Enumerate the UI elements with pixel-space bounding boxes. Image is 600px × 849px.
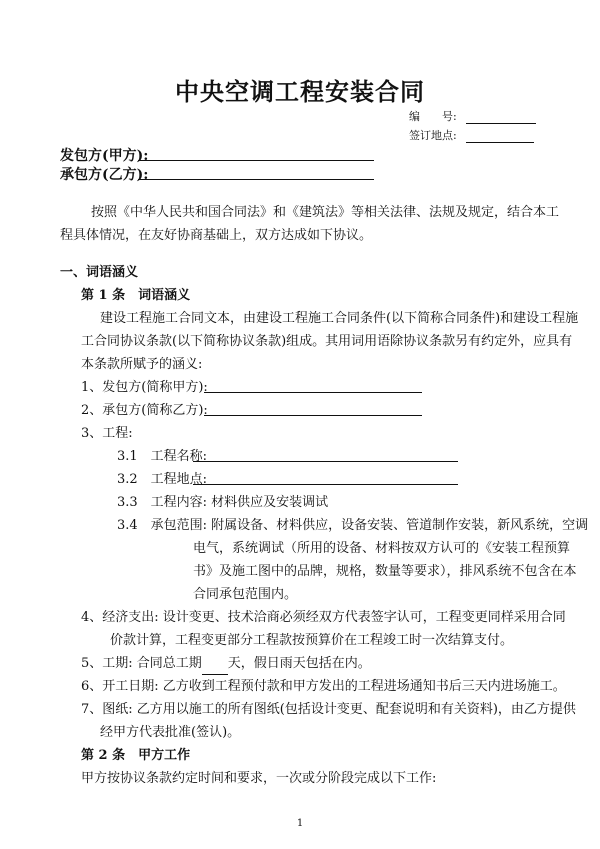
item-1-label: 1、发包方(简称甲方): xyxy=(81,380,208,395)
item-1-blank xyxy=(204,392,422,393)
item-5-suffix: 天，假日雨天包括在内。 xyxy=(227,656,371,671)
item-7-line-2: 经甲方代表批准(签认)。 xyxy=(100,725,241,740)
item-5-prefix: 5、工期: 合同总工期 xyxy=(81,656,202,671)
contract-number-blank xyxy=(466,111,536,124)
sub-3-4-line-1: 3.4 承包范围: 附属设备、材料供应，设备安装、管道制作安装，新风系统，空调 xyxy=(117,518,589,533)
item-7-line-1: 7、图纸: 乙方用以施工的所有图纸(包括设计变更、配套说明和有关资料)，由乙方提供 xyxy=(81,702,576,717)
intro-line-2: 程具体情况，在友好协商基础上，双方达成如下协议。 xyxy=(60,228,373,243)
item-4-line-1: 4、经济支出: 设计变更、技术洽商必须经双方代表签字认可，工程变更同样采用合同 xyxy=(81,610,566,625)
article-1-para-line-2: 工合同协议条款(以下简称协议条款)组成。其用词用语除协议条款另有约定外，应具有 xyxy=(81,334,573,349)
number-label-text: 编 号: xyxy=(409,110,457,123)
sign-place-label-text: 签订地点: xyxy=(409,129,457,142)
sub-3-4-line-3: 书》及施工图中的品牌，规格，数量等要求），排风系统不包含在本 xyxy=(193,564,577,579)
item-3-label: 3、工程: xyxy=(81,426,133,441)
item-2-blank xyxy=(204,415,422,416)
sign-place-label xyxy=(409,127,534,143)
article-2-line-1: 甲方按协议条款约定时间和要求，一次或分阶段完成以下工作: xyxy=(81,771,437,786)
sub-3-4-line-2: 电气，系统调试（所用的设备、材料按双方认可的《安装工程预算 xyxy=(193,541,571,556)
article-1-para-line-3: 本条款所赋予的涵义: xyxy=(81,357,203,372)
party-b-label: 承包方(乙方): xyxy=(60,167,149,183)
item-4-line-2: 价款计算，工程变更部分工程款按预算价在工程竣工时一次结算支付。 xyxy=(110,633,514,648)
page-number: 1 xyxy=(296,818,304,829)
sub-3-4-line-4: 合同承包范围内。 xyxy=(193,587,298,602)
article-2-heading: 第 2 条 甲方工作 xyxy=(81,748,191,763)
document-title: 中央空调工程安装合同 xyxy=(175,77,425,106)
article-1-heading: 第 1 条 词语涵义 xyxy=(81,288,191,303)
intro-line-1: 按照《中华人民共和国合同法》和《建筑法》等相关法律、法规及规定，结合本工 xyxy=(91,205,560,220)
item-6: 6、开工日期: 乙方收到工程预付款和甲方发出的工程进场通知书后三天内进场施工。 xyxy=(81,679,566,694)
sign-place-blank xyxy=(466,130,534,143)
sub-3-2-blank xyxy=(193,484,458,485)
sub-3-3-text: 3.3 工程内容: 材料供应及安装调试 xyxy=(117,495,329,510)
sub-3-1-blank xyxy=(193,461,458,462)
section-1-heading: 一、词语涵义 xyxy=(60,265,139,280)
contract-number-label xyxy=(409,108,536,124)
sub-3-2-label: 3.2 工程地点: xyxy=(117,472,208,487)
article-1-para-line-1: 建设工程施工合同文本，由建设工程施工合同条件(以下简称合同条件)和建设工程施 xyxy=(100,311,579,326)
sub-3-1-label: 3.1 工程名称: xyxy=(117,449,208,464)
party-b-blank xyxy=(138,179,374,180)
party-a-blank xyxy=(138,160,374,161)
item-5-days-blank xyxy=(202,660,228,675)
item-2-label: 2、承包方(简称乙方): xyxy=(81,403,208,418)
item-5 xyxy=(81,652,371,675)
party-a-label: 发包方(甲方): xyxy=(60,148,149,164)
